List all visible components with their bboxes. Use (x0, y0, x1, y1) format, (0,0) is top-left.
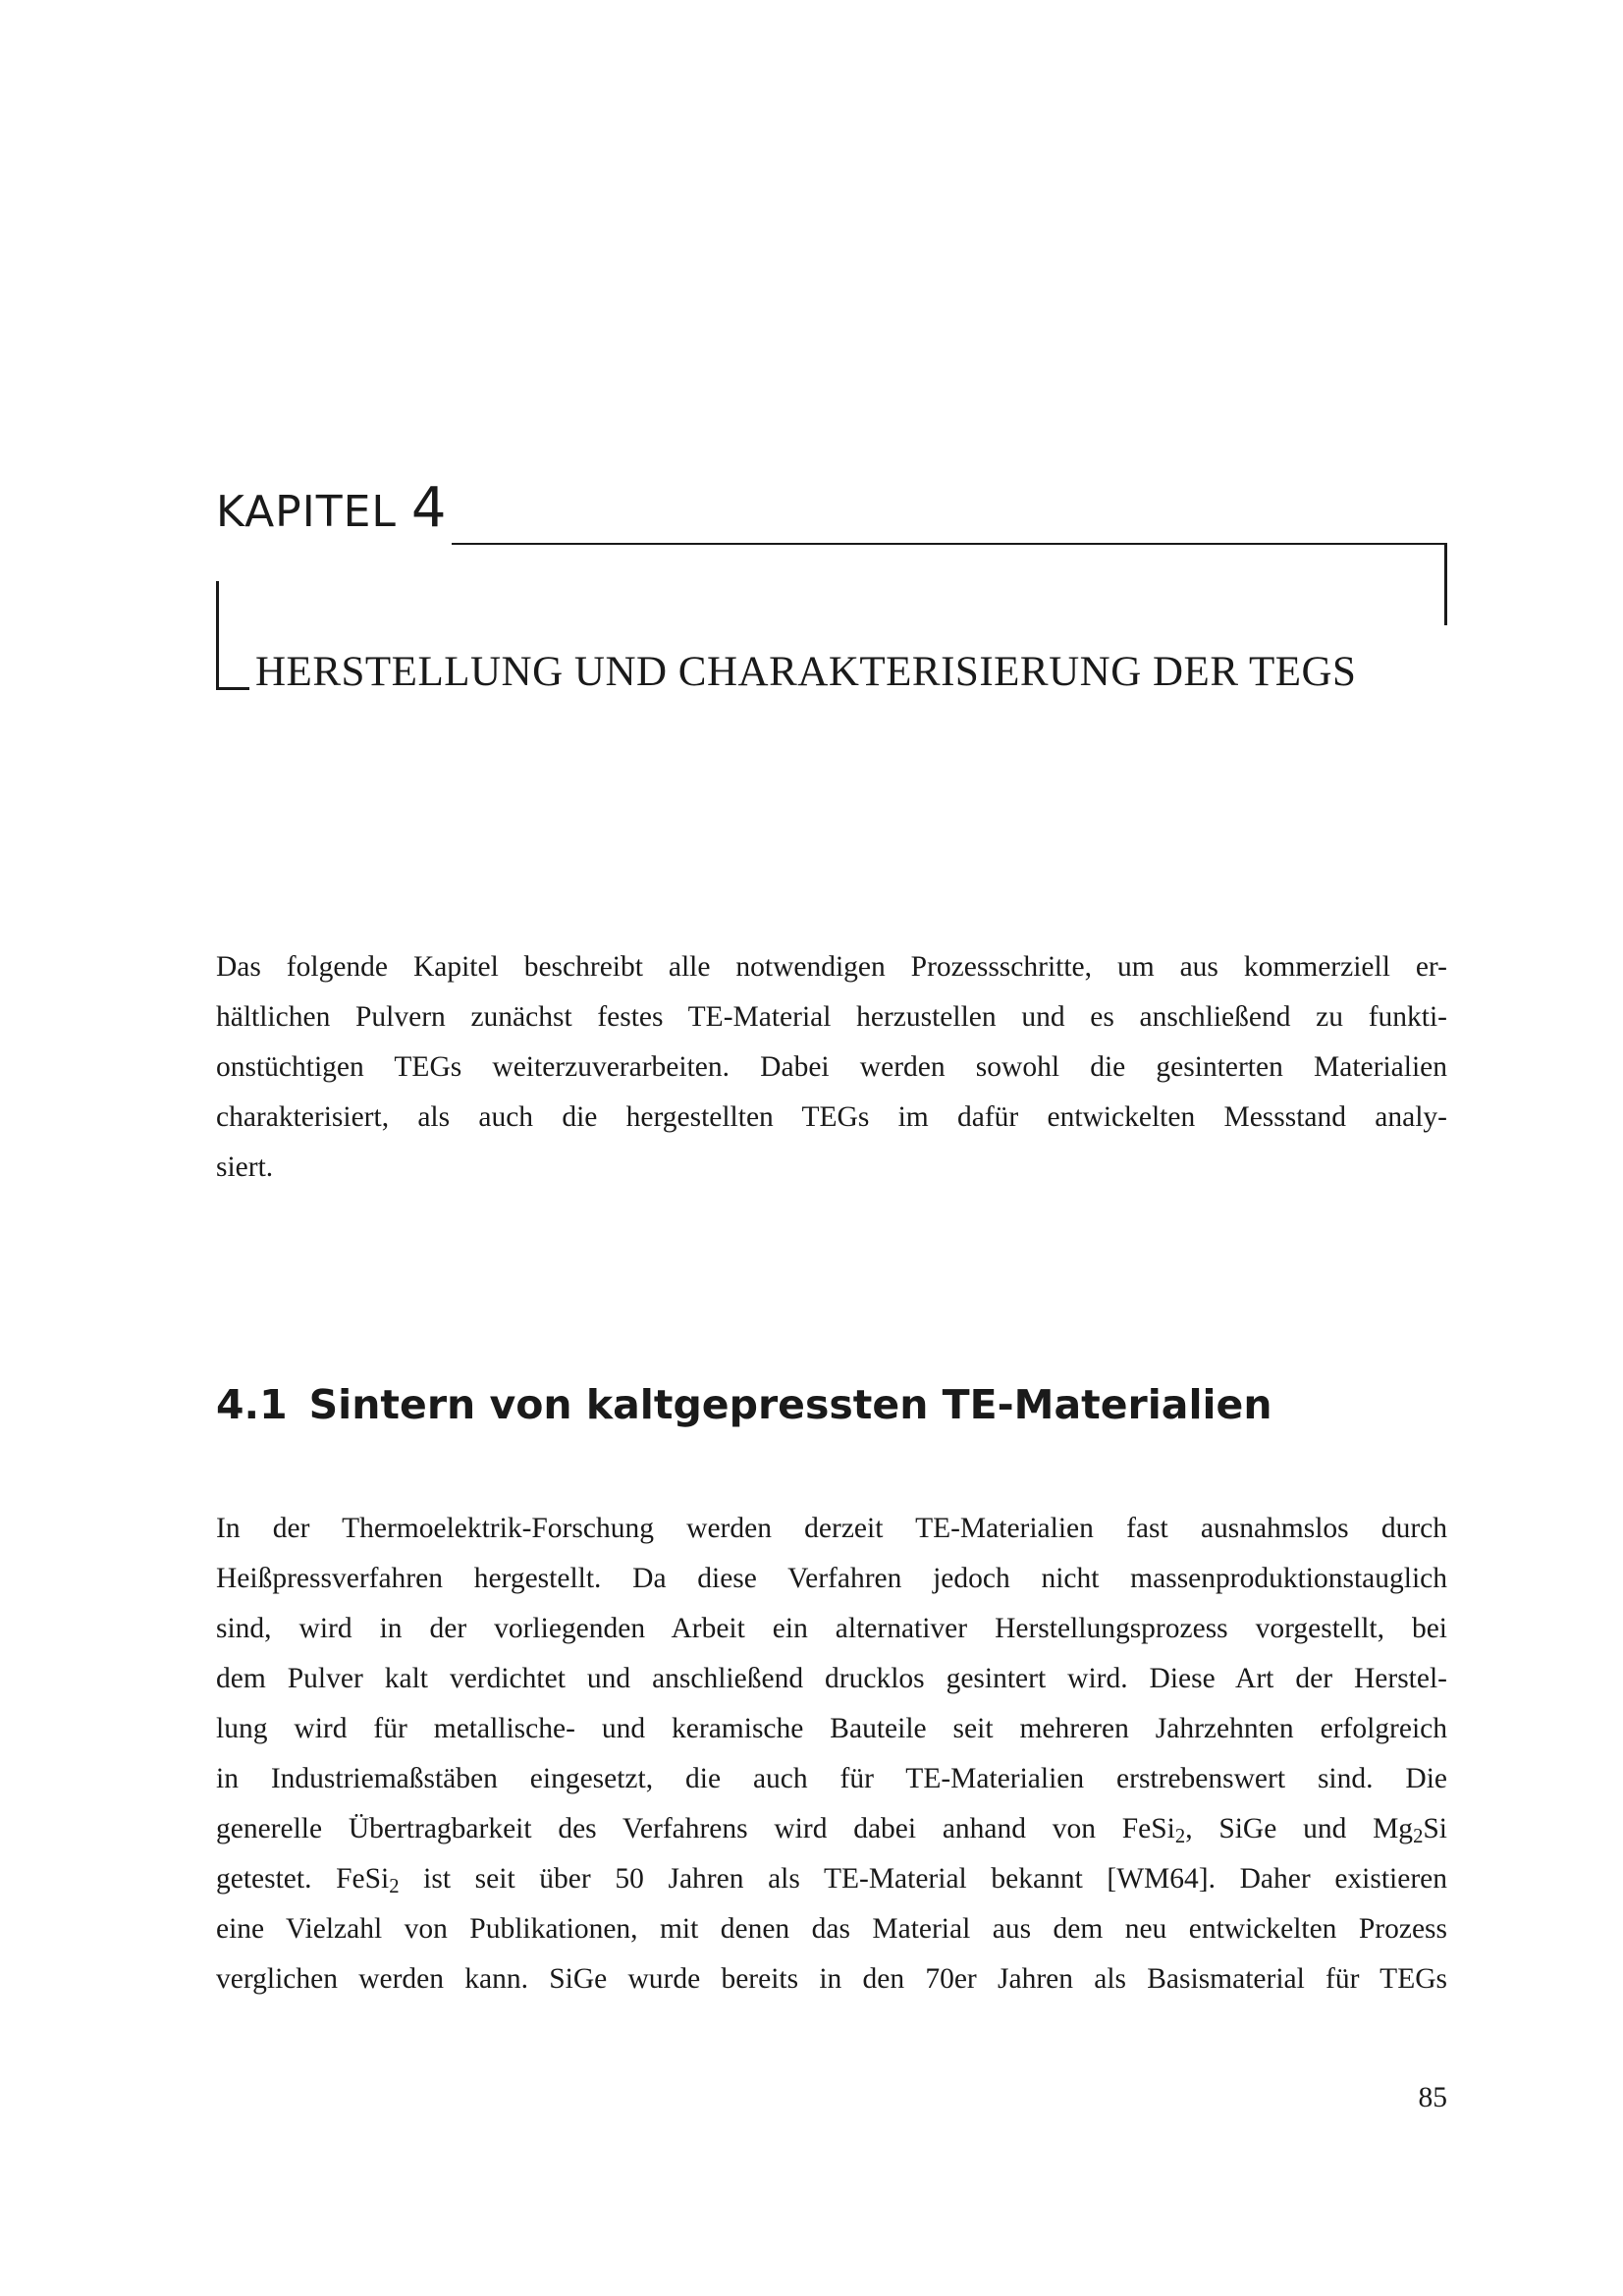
body-line: lung wird für metallische- und keramische Bauteile seit mehreren Jahrzehnten erfolgreich (216, 1713, 1447, 1744)
body-line: verglichen werden kann. SiGe wurde bereits in den 70er Jahren als Basismaterial für TEGs (216, 1963, 1447, 1995)
intro-line: charakterisiert, als auch die hergestellten TEGs im dafür entwickelten Messstand analy- (216, 1101, 1447, 1133)
body-line (216, 1854, 1447, 1904)
chapter-label-text: KAPITEL (216, 487, 397, 537)
section-title: Sintern von kaltgepressten TE-Materialien (308, 1381, 1272, 1428)
chapter-left-bar (216, 581, 219, 689)
subscript: 2 (389, 1876, 400, 1898)
intro-line: Das folgende Kapitel beschreibt alle notwendigen Prozessschritte, um aus kommerziell er- (216, 951, 1447, 983)
chapter-right-bar (1444, 543, 1447, 625)
body-line: sind, wird in der vorliegenden Arbeit ein alternativer Herstellungsprozess vorgestellt, bei (216, 1613, 1447, 1644)
body-line: eine Vielzahl von Publikationen, mit denen das Material aus dem neu entwickelten Prozess (216, 1913, 1447, 1945)
body-line (216, 1804, 1447, 1854)
intro-line: hältlichen Pulvern zunächst festes TE-Material herzustellen und es anschließend zu funkti- (216, 1001, 1447, 1033)
body-line: Heißpressverfahren hergestellt. Da diese Verfahren jedoch nicht massenproduktionstauglich (216, 1563, 1447, 1594)
body-text: generelle Übertragbarkeit des Verfahrens wird dabei anhand von FeSi (216, 1813, 1175, 1844)
body-line: In der Thermoelektrik-Forschung werden derzeit TE-Materialien fast ausnahmslos durch (216, 1513, 1447, 1544)
body-paragraph (216, 1504, 1447, 2004)
subscript: 2 (1413, 1826, 1424, 1848)
page-number: 85 (1418, 2082, 1447, 2113)
chapter-left-foot (216, 687, 249, 690)
body-line: in Industriemaßstäben eingesetzt, die auch für TE-Materialien erstrebenswert sind. Die (216, 1763, 1447, 1794)
body-text: Si (1423, 1813, 1447, 1844)
chapter-top-rule (452, 543, 1446, 545)
intro-paragraph (216, 942, 1447, 1193)
intro-line: onstüchtigen TEGs weiterzuverarbeiten. Dabei werden sowohl die gesinterten Materialien (216, 1051, 1447, 1083)
subscript: 2 (1174, 1826, 1186, 1848)
body-text: , SiGe und Mg (1185, 1813, 1414, 1844)
section-number: 4.1 (216, 1381, 288, 1428)
section-heading (216, 1377, 1272, 1432)
body-text: getestet. FeSi (216, 1863, 390, 1895)
chapter-number: 4 (410, 476, 448, 540)
body-line: dem Pulver kalt verdichtet und anschließend drucklos gesintert wird. Diese Art der Herstel- (216, 1663, 1447, 1694)
body-text: ist seit über 50 Jahren als TE-Material bekannt [WM64]. Daher existieren (399, 1863, 1447, 1895)
chapter-label (216, 476, 448, 542)
intro-line: siert. (216, 1151, 274, 1183)
chapter-title: HERSTELLUNG UND CHARAKTERISIERUNG DER TEGS (255, 649, 1357, 695)
